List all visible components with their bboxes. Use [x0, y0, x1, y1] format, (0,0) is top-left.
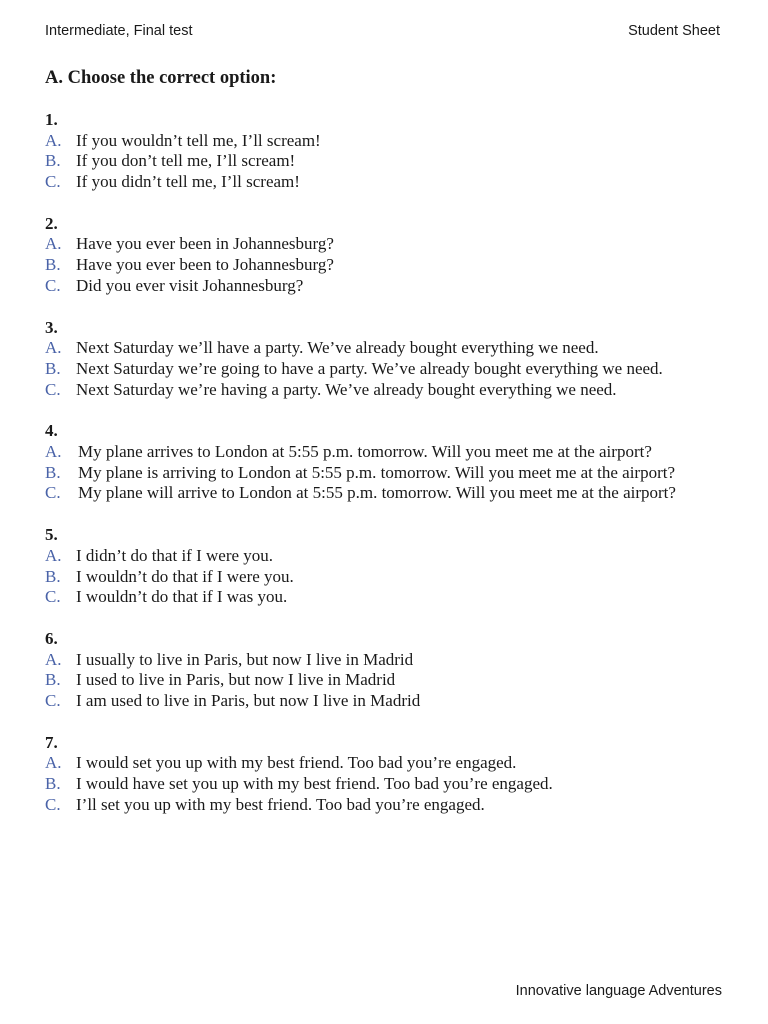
option-letter: A.: [45, 130, 62, 150]
option-c: [45, 795, 725, 816]
option-text: I’ll set you up with my best friend. Too bad you’re engaged.: [76, 794, 485, 814]
section-heading: A. Choose the correct option:: [45, 68, 277, 88]
option-text: Have you ever been to Johannesburg?: [76, 255, 334, 275]
question-number: 5.: [45, 525, 58, 545]
option-text: I would set you up with my best friend. Too bad you’re engaged.: [76, 753, 517, 773]
question-number: 2.: [45, 213, 58, 233]
question-5: [45, 525, 725, 608]
question-2: [45, 214, 725, 297]
option-a: [45, 442, 725, 463]
option-text: I would have set you up with my best friend. Too bad you’re engaged.: [76, 774, 553, 794]
question-number: 3.: [45, 317, 58, 337]
option-letter: B.: [45, 151, 61, 171]
option-letter: B.: [45, 358, 61, 378]
option-letter: B.: [45, 462, 61, 482]
option-text: If you don’t tell me, I’ll scream!: [76, 151, 296, 171]
option-text: My plane arrives to London at 5:55 p.m. tomorrow. Will you meet me at the airport?: [78, 442, 652, 462]
question-6: [45, 629, 725, 712]
option-text: My plane will arrive to London at 5:55 p.m. tomorrow. Will you meet me at the airport?: [78, 483, 676, 503]
option-text: I didn’t do that if I were you.: [76, 545, 274, 565]
option-text: My plane is arriving to London at 5:55 p.m. tomorrow. Will you meet me at the airport?: [78, 462, 676, 482]
option-c: [45, 276, 725, 297]
header-test-title: Intermediate, Final test: [45, 23, 193, 39]
question-number: 6.: [45, 628, 58, 648]
question-3: [45, 318, 725, 401]
footer-publisher: Innovative language Adventures: [515, 983, 722, 999]
option-a: [45, 546, 725, 567]
option-text: I usually to live in Paris, but now I live in Madrid: [76, 649, 414, 669]
option-letter: A.: [45, 338, 62, 358]
option-letter: C.: [45, 483, 61, 503]
option-text: Did you ever visit Johannesburg?: [76, 275, 304, 295]
option-letter: B.: [45, 670, 61, 690]
option-text: I wouldn’t do that if I was you.: [76, 587, 288, 607]
option-letter: A.: [45, 649, 62, 669]
option-letter: C.: [45, 691, 61, 711]
option-b: [45, 359, 725, 380]
option-a: [45, 338, 725, 359]
option-letter: C.: [45, 275, 61, 295]
question-number: 4.: [45, 421, 58, 441]
option-letter: B.: [45, 255, 61, 275]
option-text: I wouldn’t do that if I were you.: [76, 566, 294, 586]
option-text: I am used to live in Paris, but now I live in Madrid: [76, 691, 421, 711]
question-list: [45, 110, 725, 837]
option-text: If you didn’t tell me, I’ll scream!: [76, 172, 300, 192]
option-letter: A.: [45, 234, 62, 254]
question-4: [45, 421, 725, 504]
option-letter: C.: [45, 587, 61, 607]
option-c: [45, 483, 725, 504]
option-letter: A.: [45, 753, 62, 773]
question-number: 7.: [45, 732, 58, 752]
option-b: [45, 774, 725, 795]
option-letter: C.: [45, 794, 61, 814]
option-c: [45, 691, 725, 712]
option-a: [45, 131, 725, 152]
option-text: Next Saturday we’re having a party. We’ve already bought everything we need.: [76, 379, 617, 399]
option-b: [45, 463, 725, 484]
question-number: 1.: [45, 110, 58, 129]
option-a: [45, 753, 725, 774]
option-letter: B.: [45, 566, 61, 586]
option-c: [45, 587, 725, 608]
option-letter: A.: [45, 442, 62, 462]
option-c: [45, 380, 725, 401]
option-text: Have you ever been in Johannesburg?: [76, 234, 334, 254]
option-text: Next Saturday we’re going to have a party. We’ve already bought everything we need.: [76, 358, 663, 378]
option-text: Next Saturday we’ll have a party. We’ve already bought everything we need.: [76, 338, 599, 358]
option-letter: C.: [45, 379, 61, 399]
option-b: [45, 151, 725, 172]
option-b: [45, 567, 725, 588]
option-a: [45, 234, 725, 255]
option-text: If you wouldn’t tell me, I’ll scream!: [76, 130, 321, 150]
option-letter: C.: [45, 172, 61, 192]
option-text: I used to live in Paris, but now I live in Madrid: [76, 670, 396, 690]
option-b: [45, 670, 725, 691]
question-1: [45, 110, 725, 193]
option-letter: B.: [45, 774, 61, 794]
header-sheet-label: Student Sheet: [628, 23, 720, 39]
option-c: [45, 172, 725, 193]
option-b: [45, 255, 725, 276]
option-a: [45, 650, 725, 671]
question-7: [45, 733, 725, 816]
option-letter: A.: [45, 545, 62, 565]
